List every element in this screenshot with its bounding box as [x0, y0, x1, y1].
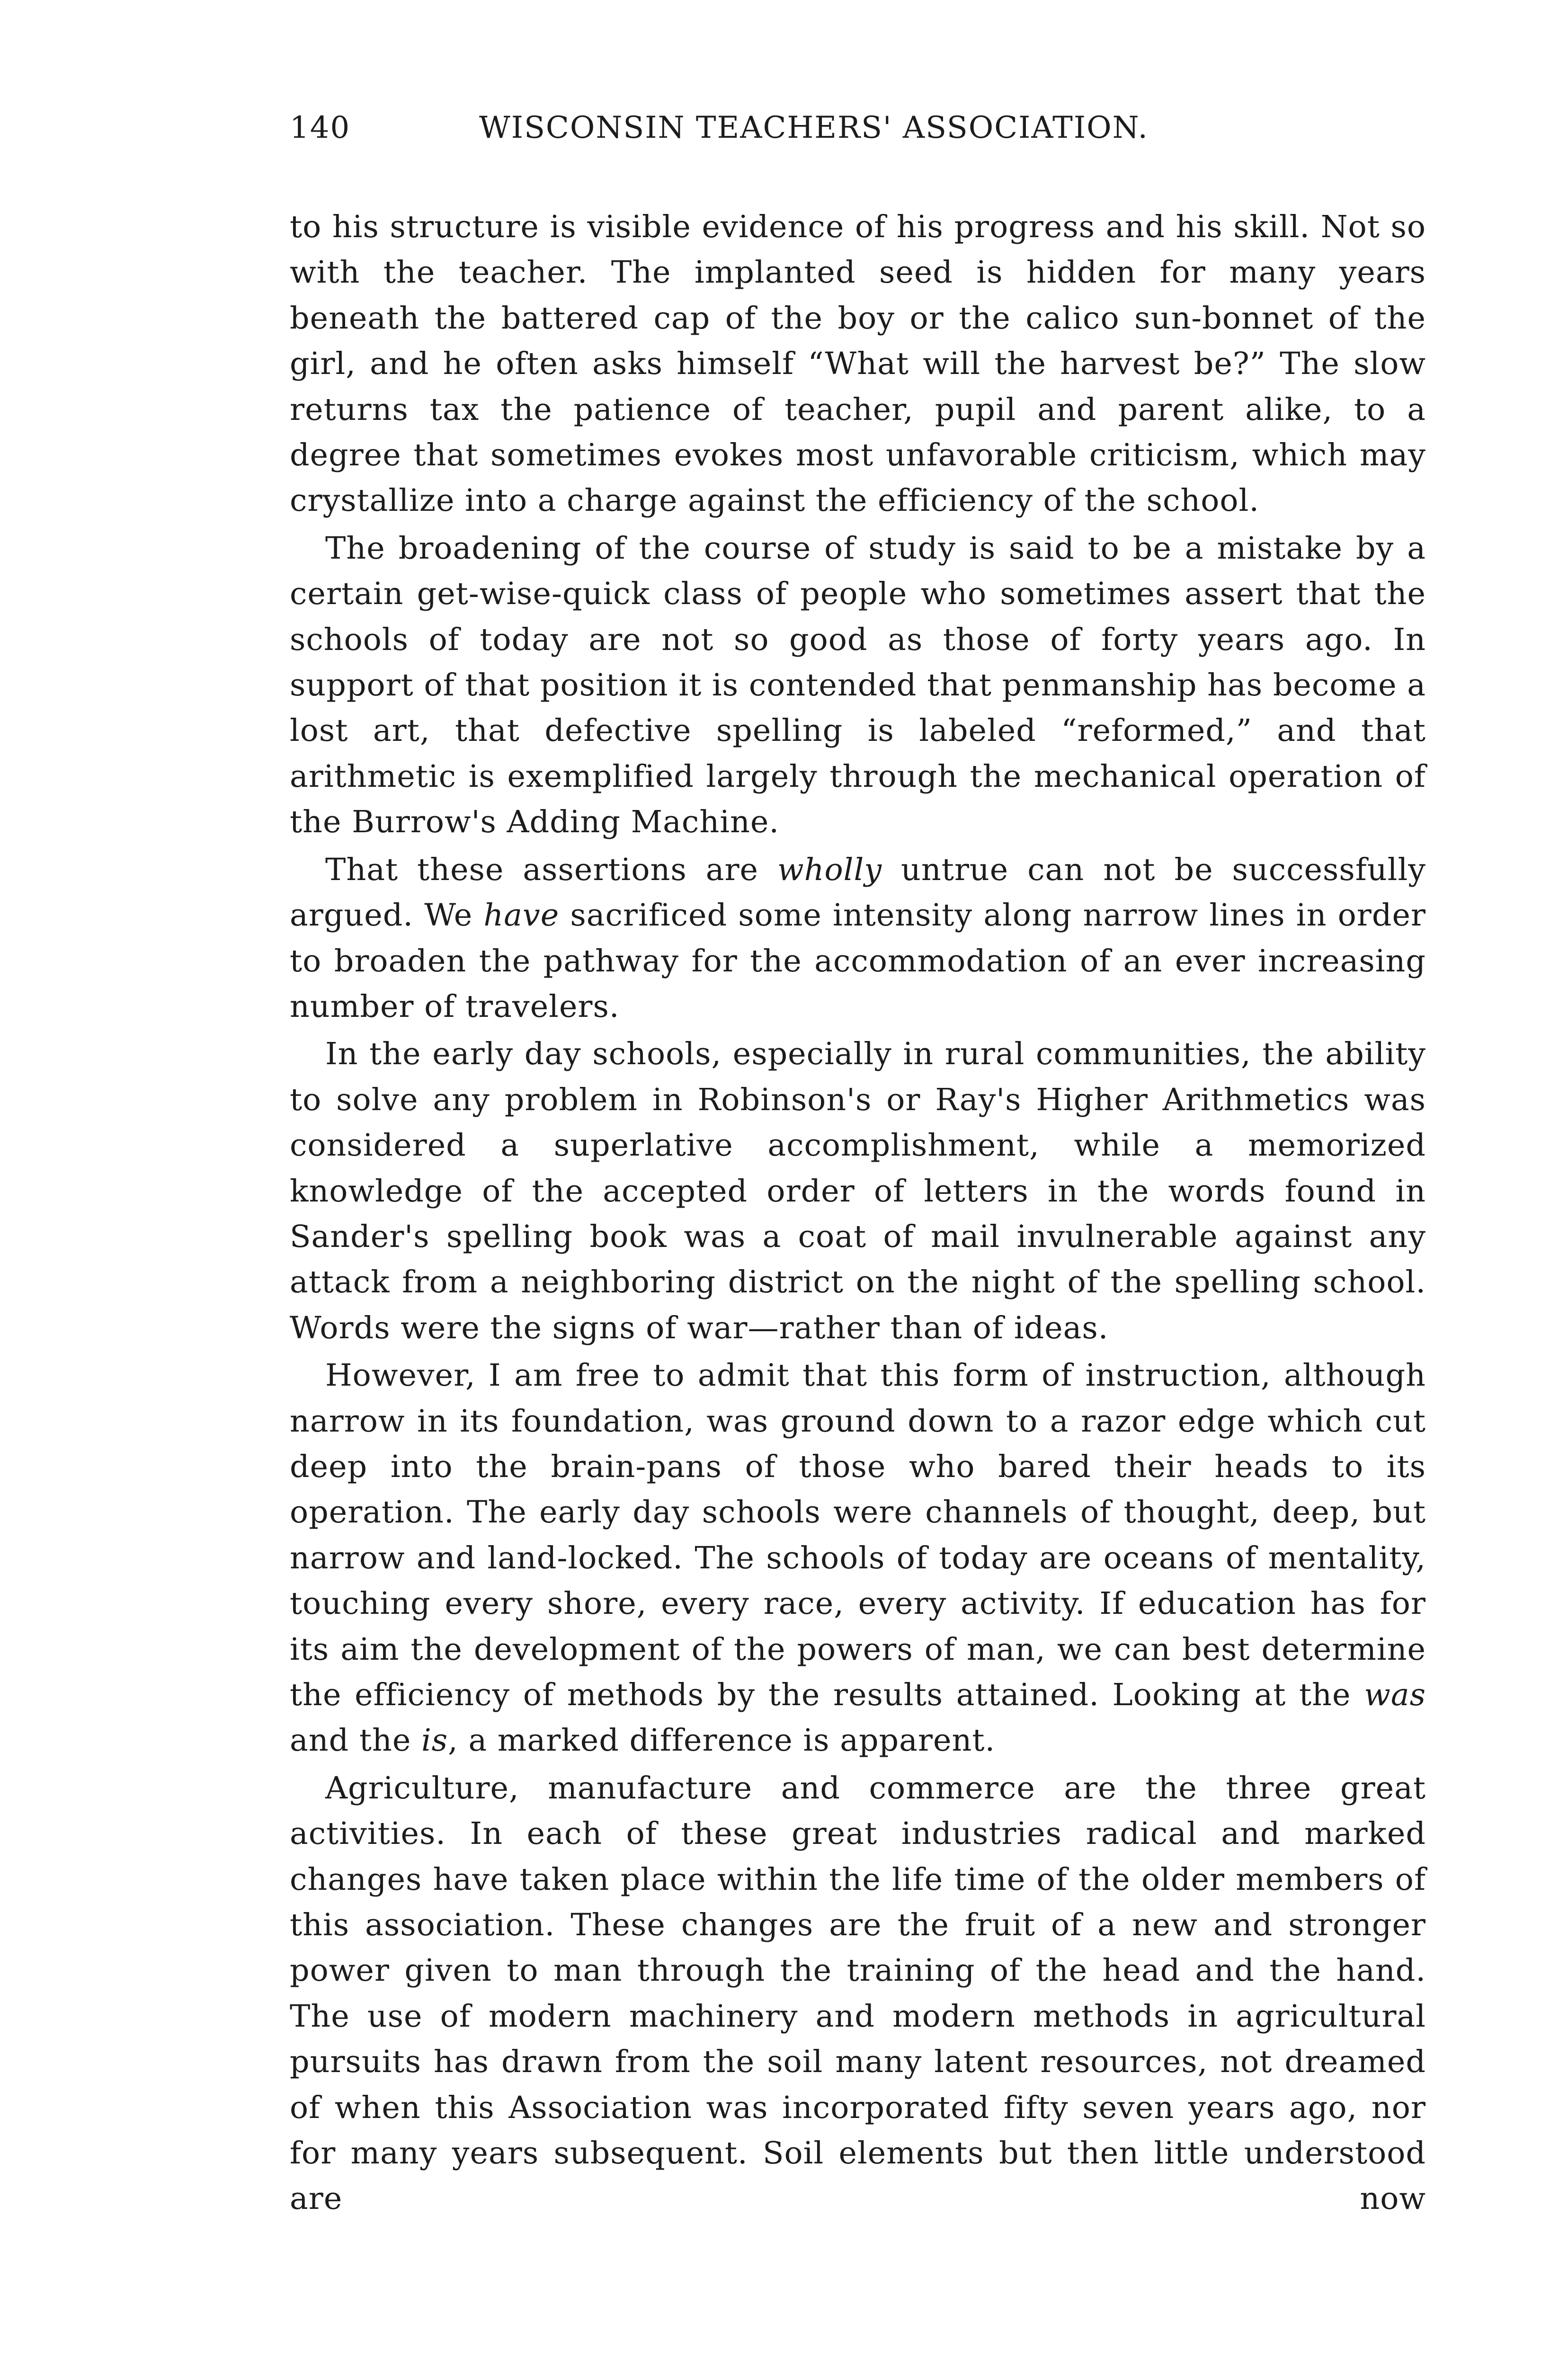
- paragraph-5: [290, 1353, 1426, 1764]
- paragraph-3-text-c: untrue can not be successfully argued. We: [290, 852, 1426, 934]
- paragraph-5-text-c: and the: [290, 1723, 421, 1759]
- paragraph-3-italic-wholly: wholly: [777, 852, 882, 888]
- paragraph-4: In the early day schools, especially in rural communities, the ability to solve any problem in Robinson's or Ray's Higher Arithmetics was considered a superlative accomplishment, while a memorized knowledge of the accepted order of letters in the words found in Sander's spelling book was a coat of mail invulnerable against any attack from a neighboring district on the night of the spelling school. Words were the signs of war—rather than of ideas.: [290, 1036, 1426, 1346]
- paragraph-5-italic-is: is: [421, 1723, 448, 1759]
- paragraph-3-text-a: That these assertions are: [325, 852, 778, 888]
- body-text: [290, 205, 1426, 2224]
- paragraph-3: [290, 847, 1426, 1030]
- paragraph-3-italic-have: have: [483, 898, 560, 934]
- paragraph-6: Agriculture, manufacture and commerce are the three great activities. In each of these great industries radical and marked changes have taken place within the life time of the older members of this association. These changes are the fruit of a new and stronger power given to man through the training of the head and the hand. The use of modern machinery and modern methods in agricultural pursuits has drawn from the soil many latent resources, not dreamed of when this Association was incorporated fifty seven years ago, nor for many years subsequent. Soil elements but then little understood are now: [290, 1770, 1426, 2217]
- page-number: 140: [290, 110, 351, 145]
- paragraph-5-text-e: , a marked difference is apparent.: [448, 1723, 996, 1759]
- paragraph-1: to his structure is visible evidence of his progress and his skill. Not so with the teacher. The implanted seed is hidden for many years beneath the battered cap of the boy or the calico sun-bonnet of the girl, and he often asks himself “What will the harvest be?” The slow returns tax the patience of teacher, pupil and parent alike, to a degree that sometimes evokes most unfavorable criticism, which may crystallize into a charge against the efficiency of the school.: [290, 209, 1426, 519]
- running-head: WISCONSIN TEACHERS' ASSOCIATION.: [479, 110, 1149, 145]
- paragraph-3-text-e: sacrificed some intensity along narrow lines in order to broaden the pathway for the accommodation of an ever increasing number of travelers.: [290, 898, 1426, 1024]
- paragraph-5-italic-was: was: [1364, 1677, 1426, 1713]
- page-header: [290, 102, 1426, 154]
- paragraph-5-text-a: However, I am free to admit that this form of instruction, although narrow in its foundation, was ground down to a razor edge which cut deep into the brain-pans of those who bared their heads to its operation. The early day schools were channels of thought, deep, but narrow and land-locked. The schools of today are oceans of mentality, touching every shore, every race, every activity. If education has for its aim the development of the powers of man, we can best determine the efficiency of methods by the results attained. Looking at the: [290, 1358, 1426, 1713]
- paragraph-2: The broadening of the course of study is said to be a mistake by a certain get-wise-quick class of people who sometimes assert that the schools of today are not so good as those of forty years ago. In support of that position it is contended that penmanship has become a lost art, that defective spelling is labeled “reformed,” and that arithmetic is exemplified largely through the mechanical operation of the Burrow's Adding Machine.: [290, 530, 1426, 840]
